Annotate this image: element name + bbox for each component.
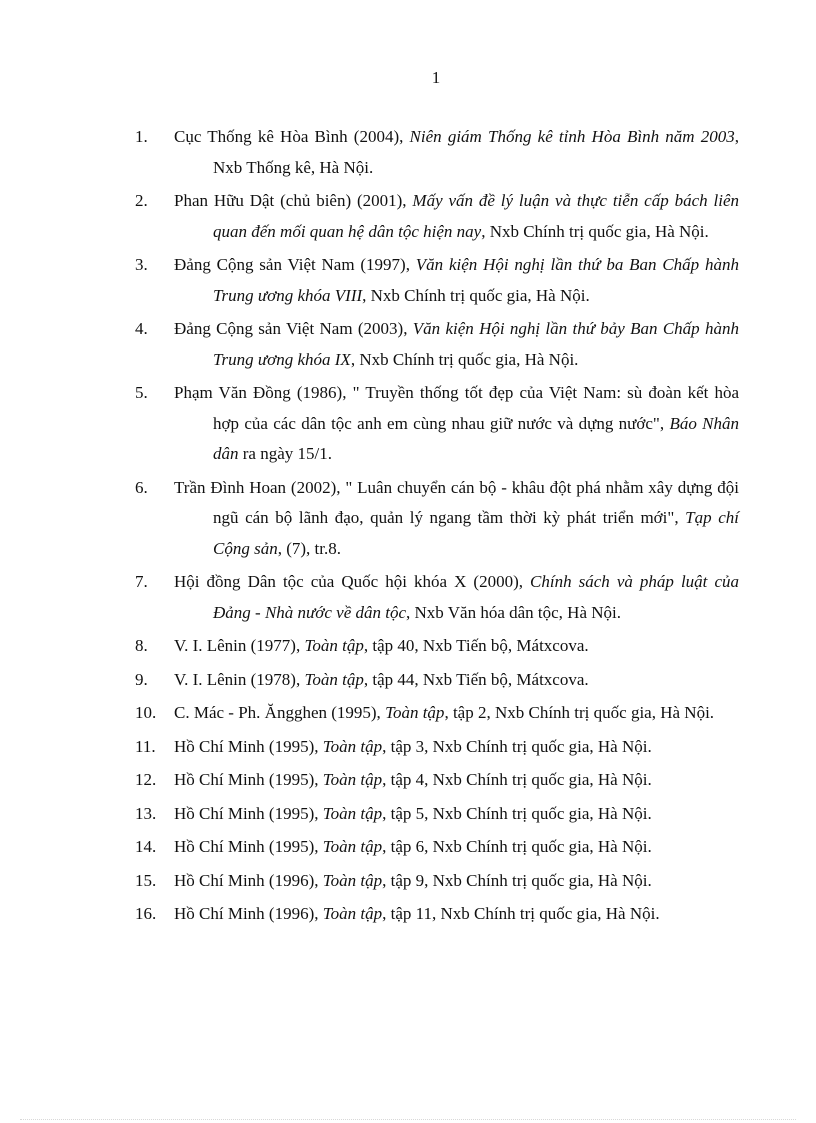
reference-number: 8. <box>135 636 148 655</box>
reference-number: 5. <box>135 383 148 402</box>
reference-publisher: , tập 5, Nxb Chính trị quốc gia, Hà Nội. <box>382 803 652 823</box>
reference-number: 14. <box>135 837 157 856</box>
reference-publisher: , Nxb Văn hóa dân tộc, Hà Nội. <box>406 602 622 622</box>
reference-author: Phạm Văn Đồng (1986), " Truyền thống tốt đẹp của Việt Nam: sù đoàn kết hòa hợp của các dân tộc anh em cùng nhau giữ nước và dựng nước", <box>174 383 739 433</box>
page-bottom-divider <box>20 1119 796 1120</box>
reference-item <box>135 250 739 311</box>
reference-publisher: , tập 4, Nxb Chính trị quốc gia, Hà Nội. <box>382 770 652 789</box>
reference-publisher: , Nxb Chính trị quốc gia, Hà Nội. <box>350 349 579 369</box>
reference-number: 11. <box>135 736 156 756</box>
reference-author: Hồ Chí Minh (1996), <box>174 870 323 890</box>
reference-number: 1. <box>135 127 148 146</box>
reference-title: Mấy vấn đề lý luận và thực tiễn cấp bách liên quan đến mối quan hệ dân tộc hiện nay <box>213 191 739 241</box>
reference-title: Toàn tập <box>304 669 364 689</box>
reference-publisher: , (7), tr.8. <box>277 538 341 558</box>
reference-list <box>135 122 739 933</box>
reference-item <box>135 473 739 565</box>
reference-number: 9. <box>135 669 148 689</box>
reference-item <box>135 698 739 729</box>
reference-title: Tạp chí Cộng sản <box>213 508 739 558</box>
reference-title: Báo Nhân dân <box>213 413 739 463</box>
reference-number: 15. <box>135 870 157 890</box>
reference-author: Hồ Chí Minh (1995), <box>174 770 323 789</box>
reference-title: Chính sách và pháp luật của Đảng - Nhà nước về dân tộc <box>213 572 739 622</box>
reference-item <box>135 899 739 930</box>
reference-author: Đảng Cộng sản Việt Nam (1997), <box>174 255 416 274</box>
reference-number: 7. <box>135 572 148 591</box>
reference-item <box>135 378 739 470</box>
reference-number: 3. <box>135 255 148 274</box>
reference-publisher: , tập 44, Nxb Tiến bộ, Mátxcova. <box>363 669 589 689</box>
reference-author: V. I. Lênin (1978), <box>174 669 305 689</box>
reference-author: Đảng Cộng sản Việt Nam (2003), <box>174 319 413 338</box>
reference-number: 4. <box>135 319 148 338</box>
reference-author: Phan Hữu Dật (chủ biên) (2001), <box>174 191 413 210</box>
reference-title: Văn kiện Hội nghị lần thứ bảy Ban Chấp hành Trung ương khóa IX <box>213 319 739 369</box>
reference-author: Hồ Chí Minh (1995), <box>174 736 323 756</box>
reference-author: Hồ Chí Minh (1995), <box>174 837 323 856</box>
reference-number: 6. <box>135 477 148 497</box>
reference-item <box>135 314 739 375</box>
reference-item <box>135 122 739 183</box>
reference-item <box>135 567 739 628</box>
reference-publisher: , Nxb Chính trị quốc gia, Hà Nội. <box>481 221 709 241</box>
reference-title: Niên giám Thống kê tỉnh Hòa Bình năm 2003 <box>409 127 735 146</box>
reference-title: Toàn tập <box>322 870 383 890</box>
reference-author: Hồ Chí Minh (1995), <box>174 803 323 823</box>
reference-title: Toàn tập <box>322 837 383 856</box>
reference-author: Cục Thống kê Hòa Bình (2004), <box>174 127 410 146</box>
reference-number: 16. <box>135 904 157 923</box>
reference-title: Toàn tập <box>322 770 383 789</box>
reference-item <box>135 765 739 796</box>
reference-author: V. I. Lênin (1977), <box>174 636 305 655</box>
reference-item <box>135 186 739 247</box>
reference-publisher: , tập 6, Nxb Chính trị quốc gia, Hà Nội. <box>382 837 652 856</box>
reference-title: Toàn tập <box>322 904 383 923</box>
reference-title: Toàn tập <box>304 636 364 655</box>
reference-author: Trần Đình Hoan (2002), " Luân chuyển cán bộ - khâu đột phá nhằm xây dựng đội ngũ cán bộ lãnh đạo, quản lý ngang tầm thời kỳ phát triển mới", <box>174 477 739 527</box>
reference-publisher: , tập 9, Nxb Chính trị quốc gia, Hà Nội. <box>382 870 652 890</box>
reference-publisher: ra ngày 15/1. <box>238 444 332 463</box>
reference-title: Toàn tập <box>322 803 383 823</box>
reference-item <box>135 631 739 662</box>
reference-number: 10. <box>135 703 157 722</box>
reference-author: Hồ Chí Minh (1996), <box>174 904 323 923</box>
reference-publisher: , tập 40, Nxb Tiến bộ, Mátxcova. <box>363 636 589 655</box>
reference-item <box>135 665 739 696</box>
reference-publisher: , tập 2, Nxb Chính trị quốc gia, Hà Nội. <box>444 703 715 722</box>
reference-title: Toàn tập <box>385 703 445 722</box>
reference-number: 2. <box>135 191 148 210</box>
reference-title: Văn kiện Hội nghị lần thứ ba Ban Chấp hành Trung ương khóa VIII <box>213 255 739 305</box>
reference-publisher: , Nxb Chính trị quốc gia, Hà Nội. <box>362 285 590 305</box>
reference-number: 13. <box>135 803 157 823</box>
reference-author: Hội đồng Dân tộc của Quốc hội khóa X (2000), <box>174 572 531 591</box>
reference-publisher: , Nxb Thống kê, Hà Nội. <box>213 127 739 177</box>
reference-publisher: , tập 11, Nxb Chính trị quốc gia, Hà Nội. <box>382 904 660 923</box>
reference-publisher: , tập 3, Nxb Chính trị quốc gia, Hà Nội. <box>382 736 652 756</box>
reference-item <box>135 866 739 897</box>
reference-item <box>135 799 739 830</box>
reference-item <box>135 832 739 863</box>
reference-author: C. Mác - Ph. Ăngghen (1995), <box>174 703 386 722</box>
page-number: 1 <box>431 68 441 87</box>
reference-item <box>135 732 739 763</box>
reference-title: Toàn tập <box>322 736 383 756</box>
reference-number: 12. <box>135 770 157 789</box>
